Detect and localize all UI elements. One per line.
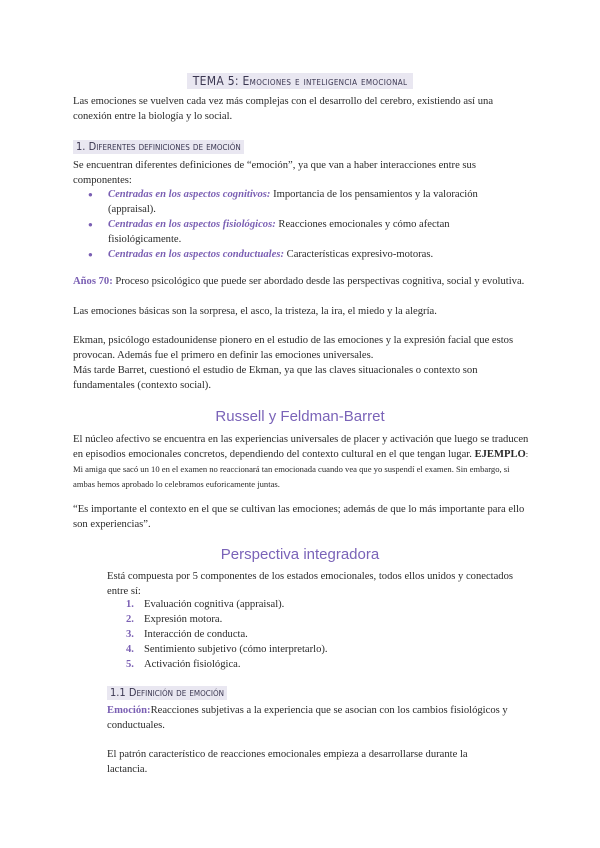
anos-70-text: Proceso psicológico que puede ser abordado desde las perspectivas cognitiva, social y evolutiva.	[112, 276, 525, 287]
quote-paragraph: “Es importante el contexto en el que se cultivan las emociones; además de que lo más importante para ello son experiencias”.	[73, 504, 525, 530]
emocion-definition	[107, 703, 522, 733]
ejemplo-label: EJEMPLO	[474, 449, 526, 460]
anos-70-label: Años 70:	[73, 276, 113, 287]
item-text: Activación fisiológica.	[144, 659, 241, 670]
section-1-lead: Se encuentran diferentes definiciones de “emoción”, ya que van a haber interacciones entre sus componentes:	[73, 160, 476, 186]
emocion-text: Reacciones subjetivas a la experiencia que se asocian con los cambios fisiológicos y conductuales.	[107, 705, 508, 731]
list-item	[120, 657, 520, 672]
list-item	[120, 597, 520, 612]
bullet-text-cognitive: Importancia de los pensamientos y la valoración (appraisal).	[108, 189, 478, 215]
item-text: Interacción de conducta.	[144, 629, 248, 640]
russell-body: El núcleo afectivo se encuentra en las experiencias universales de placer y activación que luego se traducen en episodios emocionales concretos, dependiendo del contexto cultural en el que tengan lugar.	[73, 434, 529, 460]
integradora-heading: Perspectiva integradora	[220, 546, 380, 563]
bullet-text-physiological: Reacciones emocionales y cómo afectan fisiológicamente.	[108, 219, 450, 245]
bullet-label-cognitive: Centradas en los aspectos cognitivos:	[108, 189, 271, 200]
page-title: TEMA 5: Emociones e inteligencia emocional	[187, 73, 414, 89]
item-number: 5.	[126, 659, 134, 670]
russell-paragraph	[73, 432, 533, 492]
list-item	[120, 642, 520, 657]
emocion-label: Emoción:	[107, 705, 151, 716]
section-1-heading: 1. Diferentes definiciones de emoción	[73, 140, 244, 154]
item-number: 3.	[126, 629, 134, 640]
list-item	[84, 187, 524, 217]
item-text: Sentimiento subjetivo (cómo interpretarlo).	[144, 644, 328, 655]
title-wrapper	[0, 72, 600, 90]
basic-emotions-paragraph: Las emociones básicas son la sorpresa, el asco, la tristeza, la ira, el miedo y la alegría.	[73, 306, 437, 317]
item-text: Evaluación cognitiva (appraisal).	[144, 599, 285, 610]
list-item	[120, 627, 520, 642]
components-list	[120, 597, 520, 672]
patron-paragraph: El patrón característico de reacciones emocionales empieza a desarrollarse durante la lactancia.	[107, 749, 468, 775]
integradora-lead: Está compuesta por 5 componentes de los estados emocionales, todos ellos unidos y conectados entre sí:	[107, 571, 514, 597]
russell-heading: Russell y Feldman-Barret	[215, 408, 385, 425]
item-number: 1.	[126, 599, 134, 610]
item-text: Expresión motora.	[144, 614, 223, 625]
ekman-paragraph: Ekman, psicólogo estadounidense pionero en el estudio de las emociones y la expresión facial que estos provocan. Además fue el primero en definir las emociones universales.	[73, 335, 514, 361]
item-number: 4.	[126, 644, 134, 655]
anos-70-paragraph	[73, 274, 533, 289]
list-item	[84, 247, 524, 262]
section-1-1-heading: 1.1 Definición de emoción	[107, 686, 227, 700]
list-item	[84, 217, 524, 247]
definitions-list	[84, 187, 524, 262]
bullet-label-behavioral: Centradas en los aspectos conductuales:	[108, 249, 284, 260]
item-number: 2.	[126, 614, 134, 625]
intro-paragraph: Las emociones se vuelven cada vez más complejas con el desarrollo del cerebro, existiendo así una conexión entre la biología y lo social.	[73, 96, 494, 122]
barret-paragraph: Más tarde Barret, cuestionó el estudio de Ekman, ya que las claves situacionales o contexto son fundamentales (contexto social).	[73, 365, 478, 391]
list-item	[120, 612, 520, 627]
bullet-text-behavioral: Características expresivo-motoras.	[283, 249, 434, 260]
bullet-label-physiological: Centradas en los aspectos fisiológicos:	[108, 219, 276, 230]
ejemplo-text: : Mi amiga que sacó un 10 en el examen no reaccionará tan emocionada cuando vea que yo suspendí el examen. Sin embargo, si ambas hemos aprobado lo celebramos euforicamente juntas.	[73, 449, 529, 489]
